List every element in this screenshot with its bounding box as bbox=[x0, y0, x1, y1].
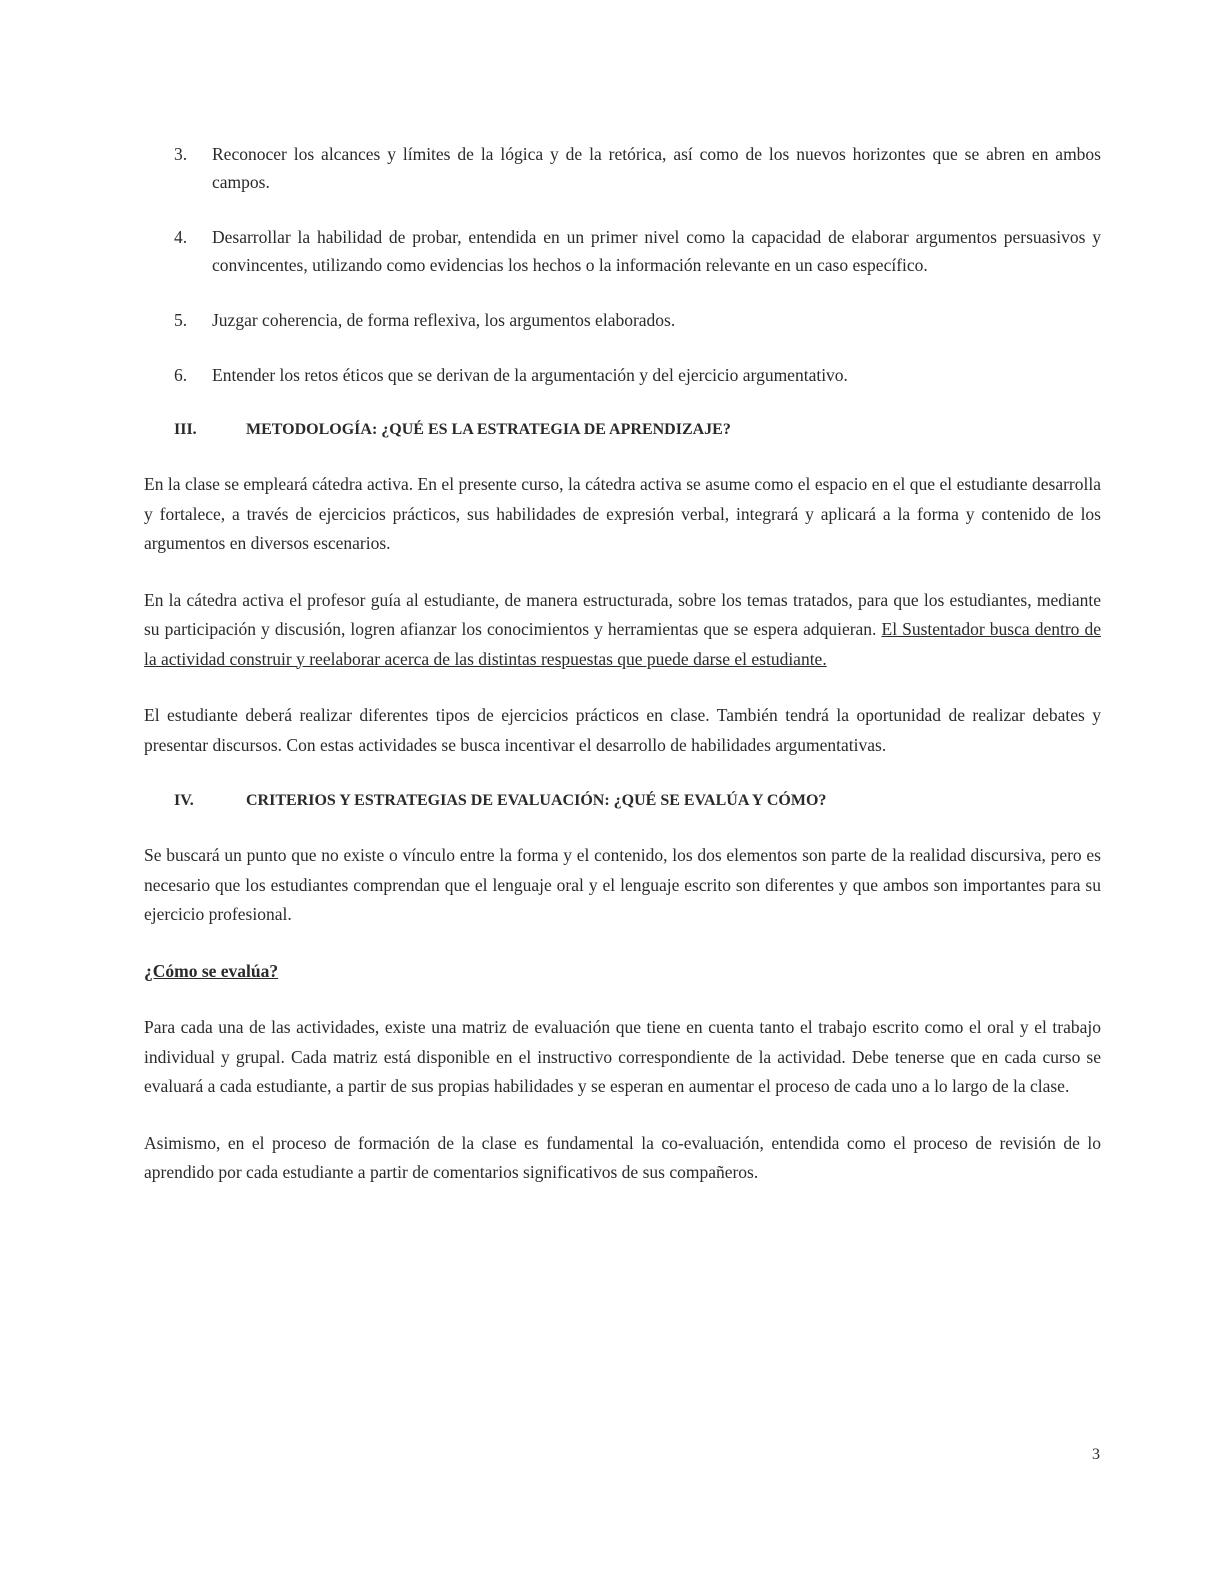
objective-text: Desarrollar la habilidad de probar, entendida en un primer nivel como la capacidad de elaborar argumentos persuasivos y convincentes, utilizando como evidencias los hechos o la información relevante en un caso específico. bbox=[212, 227, 1101, 275]
objective-item bbox=[174, 361, 1101, 389]
paragraph-text: En la cátedra activa el profesor guía al estudiante, de manera estructurada, sobre los temas tratados, para que los estudiantes, mediante su participación y discusión, logren afianzar los conocimientos y herramientas que se espera adquieran. bbox=[144, 589, 1101, 639]
underlined-text: El Sustentador busca dentro de la actividad construir y reelaborar acerca de las distintas respuestas que puede darse el estudiante. bbox=[144, 619, 1101, 669]
page-number: 3 bbox=[1092, 1446, 1100, 1463]
objective-text: Entender los retos éticos que se derivan de la argumentación y del ejercicio argumentativo. bbox=[212, 365, 848, 385]
methodology-paragraph bbox=[144, 586, 1101, 675]
objective-number: 6. bbox=[174, 365, 188, 385]
objective-text: Reconocer los alcances y límites de la lógica y de la retórica, así como de los nuevos horizontes que se abren en ambos campos. bbox=[212, 144, 1101, 192]
objective-number: 5. bbox=[174, 310, 188, 330]
section-title: METODOLOGÍA: ¿QUÉ ES LA ESTRATEGIA DE APRENDIZAJE? bbox=[246, 421, 731, 438]
methodology-paragraph: En la clase se empleará cátedra activa. En el presente curso, la cátedra activa se asume como el espacio en el que el estudiante desarrolla y fortalece, a través de ejercicios prácticos, sus habilidades de expresión verbal, integrará y aplicará a la forma y contenido de los argumentos en diversos escenarios. bbox=[144, 474, 1101, 553]
evaluation-paragraph: Para cada una de las actividades, existe una matriz de evaluación que tiene en cuenta tanto el trabajo escrito como el oral y el trabajo individual y grupal. Cada matriz está disponible en el instructivo correspondiente de la actividad. Debe tenerse que en cada curso se evaluará a cada estudiante, a partir de sus propias habilidades y se esperan en aumentar el proceso de cada uno a lo largo de la clase. bbox=[144, 1017, 1101, 1096]
section-title: CRITERIOS Y ESTRATEGIAS DE EVALUACIÓN: ¿QUÉ SE EVALÚA Y CÓMO? bbox=[246, 792, 827, 809]
evaluation-subheading: ¿Cómo se evalúa? bbox=[144, 960, 279, 981]
section-heading-evaluation bbox=[174, 787, 1101, 815]
section-roman-numeral: IV. bbox=[174, 792, 194, 809]
methodology-paragraph: El estudiante deberá realizar diferentes tipos de ejercicios prácticos en clase. También tendrá la oportunidad de realizar debates y presentar discursos. Con estas actividades se busca incentivar el desarrollo de habilidades argumentativas. bbox=[144, 705, 1101, 755]
evaluation-paragraph: Asimismo, en el proceso de formación de la clase es fundamental la co-evaluación, entendida como el proceso de revisión de lo aprendido por cada estudiante a partir de comentarios significativos de sus compañeros. bbox=[144, 1132, 1101, 1182]
page-content bbox=[144, 140, 1101, 1215]
section-heading-methodology bbox=[174, 416, 1101, 444]
objective-item bbox=[174, 140, 1101, 196]
section-roman-numeral: III. bbox=[174, 421, 197, 438]
objective-number: 3. bbox=[174, 144, 188, 164]
objective-item bbox=[174, 306, 1101, 334]
evaluation-paragraph: Se buscará un punto que no existe o vínculo entre la forma y el contenido, los dos elementos son parte de la realidad discursiva, pero es necesario que los estudiantes comprendan que el lenguaje oral y el lenguaje escrito son diferentes y que ambos son importantes para su ejercicio profesional. bbox=[144, 845, 1101, 924]
objective-number: 4. bbox=[174, 227, 188, 247]
objective-text: Juzgar coherencia, de forma reflexiva, los argumentos elaborados. bbox=[212, 310, 676, 330]
objective-item bbox=[174, 223, 1101, 279]
